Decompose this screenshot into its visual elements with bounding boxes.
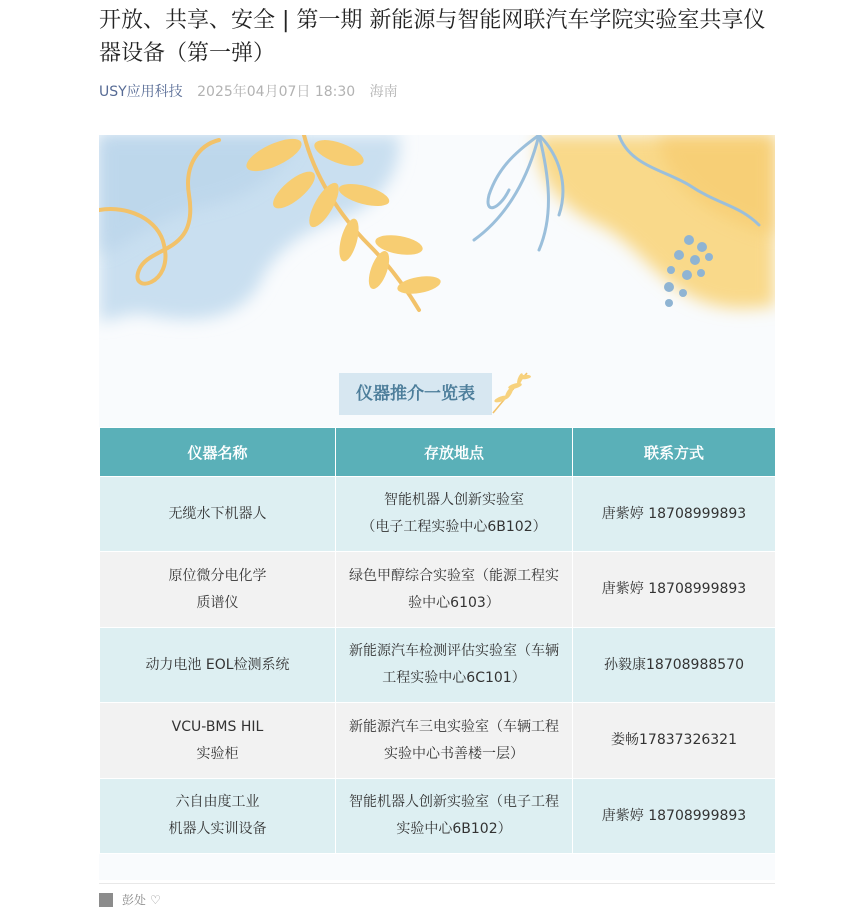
cell-instrument-name: 六自由度工业 机器人实训设备 xyxy=(100,779,336,854)
cell-location: 新能源汽车三电实验室（车辆工程 实验中心书善楼一层） xyxy=(336,703,573,779)
table-header-row xyxy=(100,428,776,477)
author-avatar[interactable] xyxy=(99,893,113,907)
publish-date: 2025年04月07日 18:30 xyxy=(197,84,356,100)
article-meta xyxy=(99,82,398,102)
cell-instrument-name: 无缆水下机器人 xyxy=(100,477,336,552)
table-row xyxy=(100,779,776,854)
cell-instrument-name: 动力电池 EOL检测系统 xyxy=(100,628,336,703)
table-row xyxy=(100,477,776,552)
sprig-decoration-icon xyxy=(489,369,533,415)
cell-location: 智能机器人创新实验室 （电子工程实验中心6B102） xyxy=(336,477,573,552)
cell-location: 新能源汽车检测评估实验室（车辆 工程实验中心6C101） xyxy=(336,628,573,703)
article-image-card xyxy=(99,135,775,880)
table-row xyxy=(100,628,776,703)
header-contact: 联系方式 xyxy=(573,428,776,477)
cell-location: 绿色甲醇综合实验室（能源工程实 验中心6103） xyxy=(336,552,573,628)
author-name[interactable]: 彭处 xyxy=(122,893,147,907)
article-title: 开放、共享、安全 | 第一期 新能源与智能网联汽车学院实验室共享仪器设备（第一弹） xyxy=(99,8,766,66)
table-row xyxy=(100,552,776,628)
footer-divider xyxy=(99,883,775,884)
cell-contact: 孙毅康18708988570 xyxy=(573,628,776,703)
cell-contact: 唐紫婷 18708999893 xyxy=(573,552,776,628)
cell-contact: 唐紫婷 18708999893 xyxy=(573,779,776,854)
header-instrument-name: 仪器名称 xyxy=(100,428,336,477)
heart-icon[interactable]: ♡ xyxy=(150,892,161,907)
table-row xyxy=(100,703,776,779)
cell-instrument-name: 原位微分电化学 质谱仪 xyxy=(100,552,336,628)
cell-instrument-name: VCU-BMS HIL 实验柜 xyxy=(100,703,336,779)
publish-location: 海南 xyxy=(369,84,398,100)
instrument-table xyxy=(99,427,775,854)
cell-contact: 唐紫婷 18708999893 xyxy=(573,477,776,552)
table-heading: 仪器推介一览表 xyxy=(339,373,492,415)
article-footer xyxy=(99,891,161,908)
header-location: 存放地点 xyxy=(336,428,573,477)
account-name-link[interactable]: USY应用科技 xyxy=(99,84,183,100)
cell-contact: 娄畅17837326321 xyxy=(573,703,776,779)
cell-location: 智能机器人创新实验室（电子工程 实验中心6B102） xyxy=(336,779,573,854)
